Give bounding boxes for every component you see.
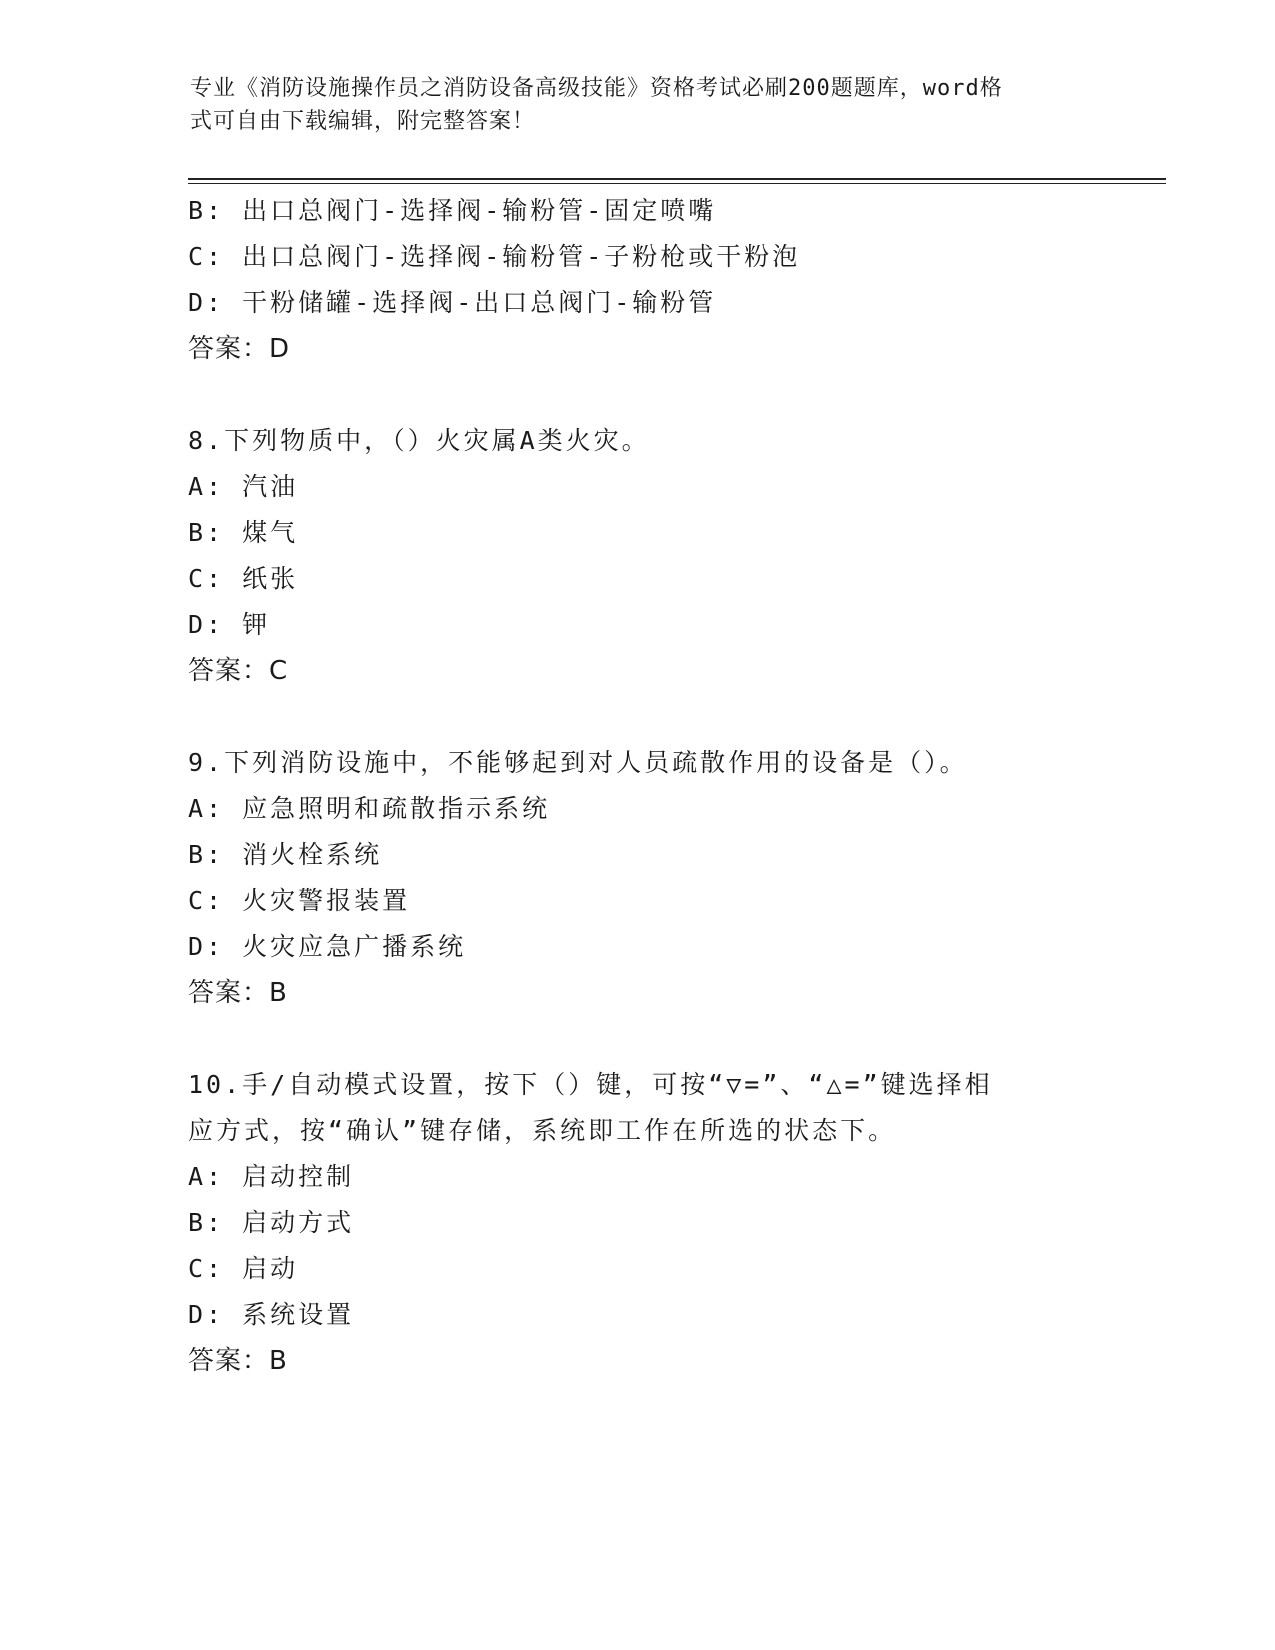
- option-a: A: 汽油: [188, 472, 299, 501]
- answer-label: 答案：D: [188, 334, 291, 364]
- option-d: D: 火灾应急广播系统: [188, 932, 467, 961]
- answer-label: 答案：B: [188, 1346, 288, 1376]
- question-7-continued: [188, 188, 1088, 372]
- option-d: D: 干粉储罐-选择阀-出口总阀门-输粉管: [188, 288, 717, 317]
- question-10: [188, 1062, 1088, 1384]
- option-b: B: 出口总阀门-选择阀-输粉管-固定喷嘴: [188, 196, 717, 225]
- question-list: [188, 188, 1088, 1384]
- question-9: [188, 740, 1088, 1016]
- answer-label: 答案：B: [188, 978, 288, 1008]
- question-stem: 9.下列消防设施中，不能够起到对人员疏散作用的设备是（）。: [188, 748, 968, 777]
- option-b: B: 煤气: [188, 518, 299, 547]
- option-c: C: 火灾警报装置: [188, 886, 411, 915]
- document-header: [190, 72, 1070, 138]
- question-stem-line-1: 10.手/自动模式设置，按下（）键，可按“▽=”、“△=”键选择相: [188, 1070, 993, 1099]
- answer-label: 答案：C: [188, 656, 289, 686]
- option-b: B: 消火栓系统: [188, 840, 383, 869]
- option-d: D: 钾: [188, 610, 271, 639]
- header-line-1: 专业《消防设施操作员之消防设备高级技能》资格考试必刷200题题库，word格: [190, 76, 1003, 101]
- option-b: B: 启动方式: [188, 1208, 355, 1237]
- option-a: A: 启动控制: [188, 1162, 355, 1191]
- header-line-2: 式可自由下载编辑，附完整答案！: [190, 109, 536, 134]
- question-stem: 8.下列物质中，（）火灾属A类火灾。: [188, 426, 650, 455]
- question-8: [188, 418, 1088, 694]
- header-divider-thin: [188, 183, 1166, 184]
- option-d: D: 系统设置: [188, 1300, 355, 1329]
- option-c: C: 纸张: [188, 564, 299, 593]
- question-stem-line-2: 应方式，按“确认”键存储，系统即工作在所选的状态下。: [188, 1116, 897, 1145]
- option-a: A: 应急照明和疏散指示系统: [188, 794, 551, 823]
- option-c: C: 出口总阀门-选择阀-输粉管-子粉枪或干粉泡: [188, 242, 801, 271]
- option-c: C: 启动: [188, 1254, 299, 1283]
- header-divider-thick: [188, 178, 1166, 180]
